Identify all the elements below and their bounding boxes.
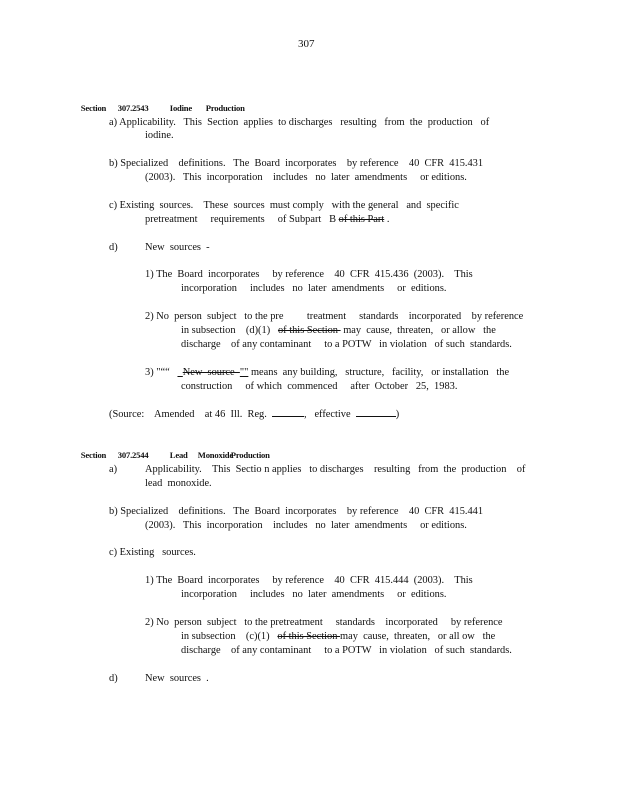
subsection-d-label: d) xyxy=(109,673,118,684)
subsection-b-line2: (2003). This incorporation includes no later amendments or editions. xyxy=(145,520,467,531)
underlined-text: "" xyxy=(239,367,249,378)
blank-line-reg xyxy=(272,407,304,417)
struck-text: of this Section xyxy=(277,325,341,336)
subsection-a-line1: Applicability. This Sectio n applies to discharges resulting from the production of xyxy=(145,464,526,475)
subsection-c-text: c) Existing sources. xyxy=(109,547,196,558)
text-run: ) xyxy=(395,409,400,420)
blank-line-date xyxy=(356,407,396,417)
section-number: 307.2544 xyxy=(117,450,149,460)
subsection-b-line1: b) Specialized definitions. The Board incorporates by reference 40 CFR 415.441 xyxy=(109,506,484,517)
item-c2-line3: discharge of any contaminant to a POTW in violation of such standards. xyxy=(181,645,512,656)
text-run: may cause, threaten, or all ow the xyxy=(340,631,496,642)
source-note xyxy=(109,407,399,421)
text-run: pretreatment requirements of Subpart B xyxy=(145,214,339,225)
subsection-a-label: a) xyxy=(109,464,118,475)
section-title-word: Production xyxy=(205,103,245,113)
text-run: means any building, structure, facility, or installation the xyxy=(248,367,510,378)
subsection-c-line1: c) Existing sources. These sources must comply with the general and specific xyxy=(109,200,459,211)
text-run: in subsection (d)(1) xyxy=(181,325,278,336)
section-label: Section xyxy=(80,450,107,460)
struck-text: of this Section xyxy=(277,631,341,642)
section-title-word: Monoxide xyxy=(197,450,233,460)
section-title-word: Production xyxy=(230,450,270,460)
subsection-a-line2: lead monoxide. xyxy=(145,478,212,489)
subsection-b-line1: b) Specialized definitions. The Board incorporates by reference 40 CFR 415.431 xyxy=(109,158,484,169)
page-number: 307 xyxy=(298,38,315,50)
text-run: , effective xyxy=(304,409,356,420)
text-run: (Source: Amended at 46 Ill. Reg. xyxy=(109,409,273,420)
item-d2-line2 xyxy=(181,324,496,337)
item-d3-line1 xyxy=(145,366,509,379)
section-title-word: Iodine xyxy=(169,103,192,113)
section-title-word: Lead xyxy=(169,450,188,460)
subsection-d-text: New sources . xyxy=(145,673,209,684)
item-c2-line2 xyxy=(181,630,495,643)
subsection-b-line2: (2003). This incorporation includes no later amendments or editions. xyxy=(145,172,467,183)
text-run: 3) "““ xyxy=(145,367,178,378)
item-d1-line2: incorporation includes no later amendments or editions. xyxy=(181,283,447,294)
text-run: . xyxy=(384,214,390,225)
section-number: 307.2543 xyxy=(117,103,149,113)
item-d1-line1: 1) The Board incorporates by reference 40 CFR 415.436 (2003). This xyxy=(145,269,473,280)
item-d2-line3: discharge of any contaminant to a POTW in violation of such standards. xyxy=(181,339,512,350)
struck-text: of this Part xyxy=(338,214,385,225)
item-c2-line1: 2) No person subject to the pretreatment standards incorporated by reference xyxy=(145,617,503,628)
text-run: may cause, threaten, or allow the xyxy=(340,325,496,336)
underlined-text: _ xyxy=(177,367,183,378)
subsection-d-text: New sources - xyxy=(145,242,210,253)
text-run: in subsection (c)(1) xyxy=(181,631,278,642)
subsection-a-line2: iodine. xyxy=(145,130,174,141)
item-d3-line2: construction of which commenced after October 25, 1983. xyxy=(181,381,458,392)
subsection-d-label: d) xyxy=(109,242,118,253)
item-d2-line1: 2) No person subject to the pre treatment standards incorporated by reference xyxy=(145,311,524,322)
subsection-c-line2 xyxy=(145,213,389,226)
section-label: Section xyxy=(80,103,107,113)
subsection-a-line1: a) Applicability. This Section applies to discharges resulting from the production of xyxy=(109,117,490,128)
item-c1-line1: 1) The Board incorporates by reference 40 CFR 415.444 (2003). This xyxy=(145,575,473,586)
item-c1-line2: incorporation includes no later amendments or editions. xyxy=(181,589,447,600)
struck-text: New source xyxy=(182,367,240,378)
